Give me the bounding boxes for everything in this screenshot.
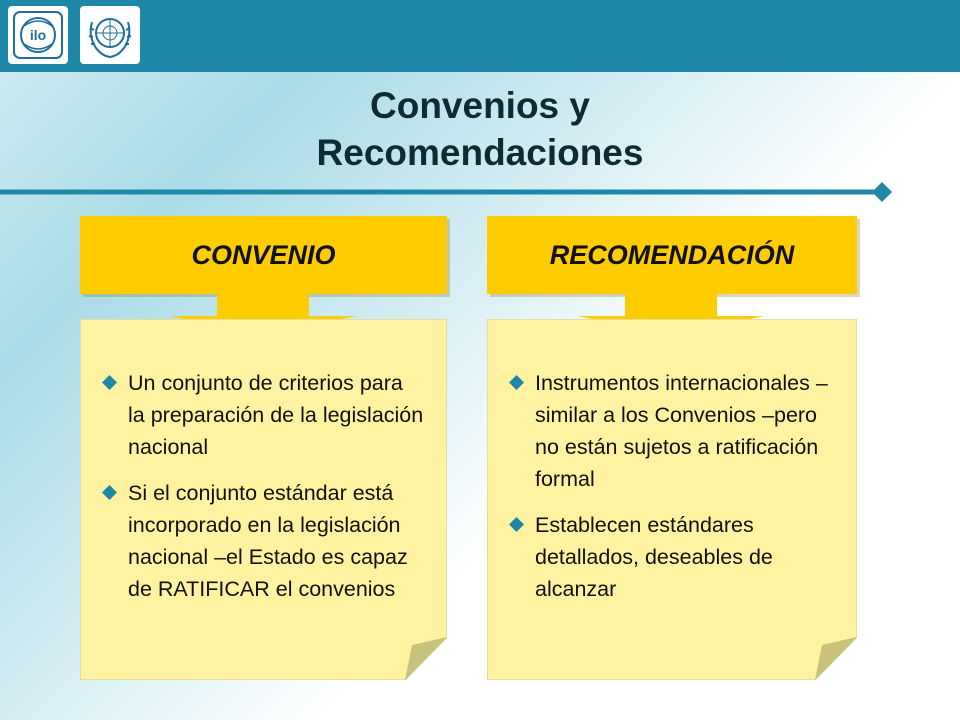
- bullet-text: Instrumentos internacionales –similar a los Convenios –pero no están sujetos a ratificación formal: [535, 371, 828, 491]
- list-item: [102, 477, 425, 605]
- recomendacion-note-card: [487, 319, 857, 680]
- bullet-text: Un conjunto de criterios para la preparación de la legislación nacional: [128, 371, 424, 459]
- page-title-line-1: Convenios y: [370, 85, 590, 126]
- list-item: [509, 367, 835, 495]
- diamond-bullet-icon: [509, 375, 524, 390]
- convenio-heading: CONVENIO: [80, 216, 447, 294]
- page-title: [0, 82, 960, 176]
- diamond-bullet-icon: [509, 517, 524, 532]
- ilo-logo-text: ilo: [29, 27, 47, 43]
- bullet-text: Establecen estándares detallados, deseables de alcanzar: [535, 513, 773, 601]
- convenio-note-card: [80, 319, 447, 680]
- un-emblem-icon: [80, 6, 140, 64]
- convenio-bullet-list: [80, 367, 447, 619]
- page-title-line-2: Recomendaciones: [316, 132, 644, 173]
- recomendacion-heading: RECOMENDACIÓN: [487, 216, 857, 294]
- recomendacion-bullet-list: [487, 367, 857, 619]
- diamond-bullet-icon: [102, 485, 117, 500]
- title-divider: [0, 182, 960, 202]
- list-item: [102, 367, 425, 463]
- list-item: [509, 509, 835, 605]
- top-banner: [0, 0, 960, 72]
- bullet-text: Si el conjunto estándar está incorporado en la legislación nacional –el Estado es capaz de RATIFICAR el convenios: [128, 481, 408, 601]
- ilo-logo-icon: [8, 6, 68, 64]
- diamond-bullet-icon: [102, 375, 117, 390]
